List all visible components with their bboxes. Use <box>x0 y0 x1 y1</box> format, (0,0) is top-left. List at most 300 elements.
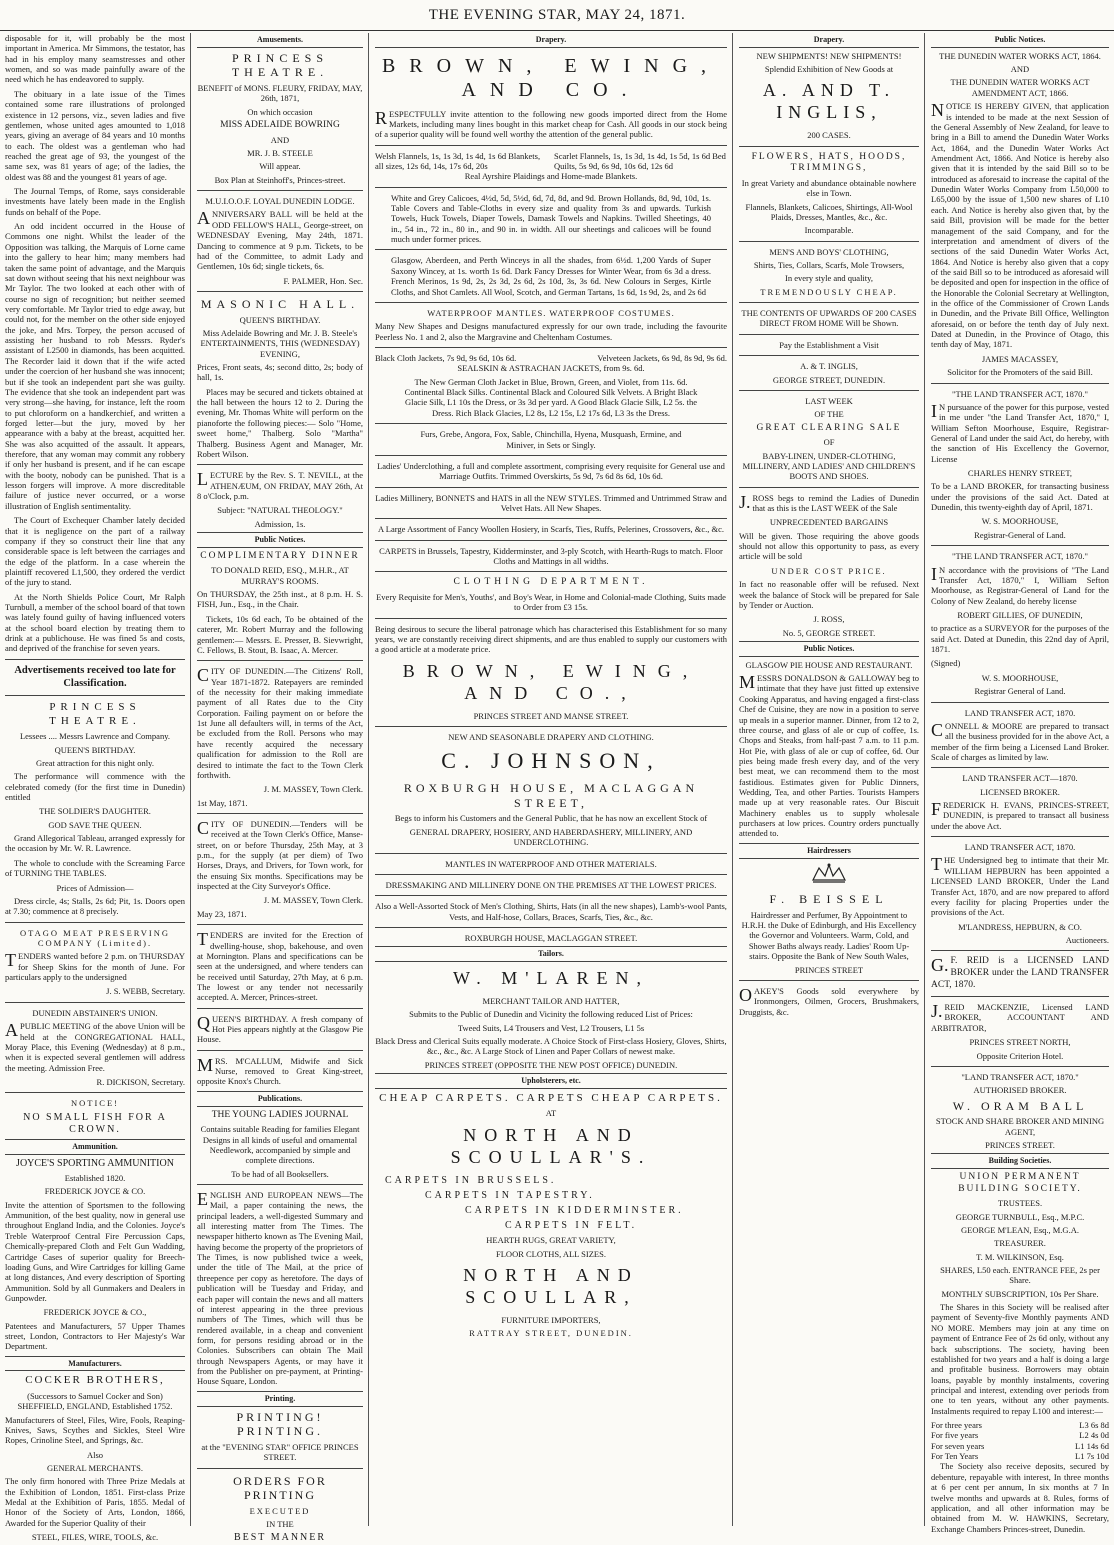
divider <box>375 347 727 348</box>
masonic-title: MASONIC HALL. <box>200 296 360 311</box>
tenders-ad: TENDERS wanted before 2 p.m. on THURSDAY for Sheep Skins for the month of June. For particulars apply to the undersigned <box>5 950 185 983</box>
ad-line: DRESSMAKING AND MILLINERY DONE ON THE PREMISES AT THE LOWEST PRICES. <box>385 879 717 890</box>
ad-line: Incomparable. <box>804 225 854 236</box>
section-heading: Drapery. <box>375 33 727 48</box>
ad-body: Tickets, 10s 6d each, To be obtained of the caterer, Mr. Robert Murray and the following gentlemen:— Messrs. E. Presser, B. Sievwright, C. Fellows, B. Stout, B. Isaac, A. Mercer. <box>197 613 363 655</box>
ad-line: GEORGE STREET, DUNEDIN. <box>772 374 886 385</box>
ad-line: OF <box>823 437 835 448</box>
divider <box>5 922 185 923</box>
price-list-right: Scarlet Flannels, 1s, 1s 3d, 1s 4d, 1s 5d, 1s 6d Bed Quilts, 5s 9d, 6s 9d, 10s 6d, 12s 6d <box>554 150 726 171</box>
divider <box>5 1092 185 1093</box>
ad-body: Will be given. Those requiring the above goods should not allow this opportunity to pass, as every article will be sold <box>739 530 919 562</box>
section-heading: Building Societies. <box>931 1153 1109 1169</box>
ad-line: ROBERT GILLIES, OF DUNEDIN, <box>957 610 1083 620</box>
ad-line: TREMENDOUSLY CHEAP. <box>760 286 898 297</box>
ad-body: to practice as a SURVEYOR for the purposes of the said Act. Dated at Dunedin, this 22nd day of April, 1871. <box>931 623 1109 655</box>
divider <box>931 1066 1109 1067</box>
ns-title: NORTH AND SCOULLAR, <box>463 1265 639 1308</box>
ad-body: Ladies' Underclothing, a full and complete assortment, comprising every requisite for General use and Marriage Outfits. Trimmed Overskirts, 5s 9d, 7s 6d 8s 6d, 10s 6d. <box>377 460 725 482</box>
johnson-address: ROXBURGH HOUSE, MACLAGGAN STREET, <box>403 781 699 810</box>
divider <box>197 291 363 292</box>
price-list <box>375 151 727 172</box>
ad-line: EXECUTED <box>249 1505 311 1516</box>
divider <box>931 383 1109 384</box>
ad-line: THE DUNEDIN WATER WORKS ACT, 1864. <box>939 50 1101 61</box>
ad-line: UNPRECEDENTED BARGAINS <box>769 517 889 528</box>
ad-line: FLOOR CLOTHS, ALL SIZES. <box>496 1248 606 1259</box>
ad-line: T. M. WILKINSON, Esq. <box>976 1251 1064 1262</box>
ad-line: Splendid Exhibition of New Goods at <box>764 64 894 75</box>
section-heading: Printing. <box>197 1391 363 1407</box>
ad-body: Prices, Front seats, 4s; second ditto, 2s; body of hall, 1s. <box>197 362 363 383</box>
ad-body: In fact no reasonable offer will be refused. Next week the balance of Stock will be prepared for Sale by Tender or Auction. <box>739 579 919 610</box>
divider <box>375 571 727 572</box>
divider <box>375 423 727 424</box>
column-rule <box>368 33 369 1526</box>
ad-line: CHARLES HENRY STREET, <box>967 468 1073 479</box>
divider <box>931 836 1109 837</box>
ad-line: PRINCES STREET AND MANSE STREET. <box>473 710 629 721</box>
ad-line: Registrar-General of Land. <box>974 529 1066 540</box>
otago-heading: OTAGO MEAT PRESERVING COMPANY (Limited). <box>19 927 171 948</box>
column-2 <box>194 33 366 1544</box>
ad-line: LAND TRANSFER ACT—1870. <box>962 773 1078 784</box>
table-cell: For seven years <box>931 1440 985 1451</box>
princess-title: PRINCESS THEATRE. <box>49 701 141 727</box>
section-heading: Drapery. <box>739 33 919 48</box>
johnson-title: C. JOHNSON, <box>441 748 661 774</box>
ad-line: "THE LAND TRANSFER ACT, 1870." <box>951 551 1089 562</box>
ad-line: Pay the Establishment a Visit <box>779 339 879 350</box>
divider <box>375 895 727 896</box>
section-heading: Hairdressers <box>739 843 919 859</box>
divider <box>197 1184 363 1185</box>
table-cell: For Ten Years <box>931 1451 979 1462</box>
divider <box>739 302 919 303</box>
ad-line: (Signed) <box>931 658 961 669</box>
ad-line: BEST MANNER <box>233 1532 327 1544</box>
ad-line: Will appear. <box>259 161 301 172</box>
divider <box>197 924 363 925</box>
masthead: THE EVENING STAR, MAY 24, 1871. <box>0 0 1114 31</box>
ad-line: NEW AND SEASONABLE DRAPERY AND CLOTHING. <box>448 732 654 743</box>
clothing-heading: CLOTHING DEPARTMENT. <box>453 577 649 588</box>
section-heading: Upholsterers, etc. <box>375 1073 727 1089</box>
ad-body: On THURSDAY, the 25th inst., at 8 p.m. H. S. FISH, Jun., Esq., in the Chair. <box>197 589 363 610</box>
section-heading: Public Notices. <box>197 532 363 548</box>
ad-body: Being desirous to secure the liberal patronage which has characterised this Establishment for so many years, we are constantly receiving direct shipments, and are thus enabled to supply our customers with a good article at a moderate price. <box>375 623 727 655</box>
divider <box>739 487 919 488</box>
divider <box>931 996 1109 997</box>
divider <box>197 813 363 814</box>
ad-body: The whole to conclude with the Screaming Farce of TURNING THE TABLES. <box>5 857 185 879</box>
divider <box>375 518 727 519</box>
ad-body: CONNELL & MOORE are prepared to transact all the business provided for in the above Act, a member of the firm being a Licensed Land Broker. Scale of charges as limited by law. <box>931 719 1109 762</box>
section-heading: Public Notices. <box>931 33 1109 48</box>
ad-line: "LAND TRANSFER ACT, 1870." <box>961 1071 1079 1082</box>
cocker-title: COCKER BROTHERS, <box>25 1374 165 1387</box>
ad-body: The Society also receive deposits, secured by debenture, repayable with interest, In three months at 6 per cent per annum, In six months at 7 In twelve months and upwards at 8. Rules, forms of application, and all other information may be obtained from M. W. HAWKINS, Secretary, Exchange Chambers Princes-street, Dunedin. <box>931 1461 1109 1534</box>
column-4 <box>736 33 922 1526</box>
ad-line: Miss Adelaide Bowring and Mr. J. B. Steele's ENTERTAINMENTS, THIS (WEDNESDAY) EVENING, <box>200 327 360 359</box>
news-paragraph: The obituary in a late issue of the Times contained some rare illustrations of prolonged existence in 12 persons, viz., seven ladies and five gentlemen, whose united ages amounted to 1,018 years, giving an average of 84 years and 10 months to each. The oldest was a gentleman who had reached the great age of 93, the youngest of the same sex, was 81 years of age; of the ladies, the oldest was 88 and the youngest 81 years of age. <box>5 88 185 182</box>
ad-line: ROXBURGH HOUSE, MACLAGGAN STREET. <box>464 932 638 943</box>
table-cell: L2 4s 0d <box>1079 1430 1109 1441</box>
divider <box>375 187 727 188</box>
ad-body: A Large Assortment of Fancy Woollen Hosiery, in Scarfs, Ties, Ruffs, Pelerines, Crossovers, &c., &c. <box>377 524 725 535</box>
ad-body: Submits to the Public of Dunedin and Vicinity the following reduced List of Prices: <box>409 1009 693 1020</box>
ad-body: Ladies Millinery, BONNETS and HATS in all the NEW STYLES. Trimmed and Untrimmed Straw and Velvet Hats. All New Shapes. <box>375 492 727 513</box>
notice-heading: NOTICE! <box>71 1098 119 1109</box>
ad-line: "THE LAND TRANSFER ACT, 1870." <box>951 388 1089 399</box>
lecture-ad: LECTURE by the Rev. S. T. NEVILL, at the ATHENÆUM, ON FRIDAY, MAY 26th, At 8 o'Clock, p.m. <box>197 469 363 501</box>
ad-line: On which occasion <box>247 106 313 117</box>
ad-body: Black Dress and Clerical Suits equally moderate. A Choice Stock of First-class Hosiery, Gloves, Shirts, &c., &c., &c. A Large Stock of Linen and Paper Collars of newest make. <box>375 1036 727 1057</box>
midwife-ad: MRS. M'CALLUM, Midwife and Sick Nurse, removed to Great King-street, opposite Knox's Church. <box>197 1054 363 1087</box>
ad-line: TREASURER. <box>994 1238 1046 1249</box>
ad-line: MERCHANT TAILOR AND HATTER, <box>482 996 620 1007</box>
ad-line: GLASGOW PIE HOUSE AND RESTAURANT. <box>745 659 913 670</box>
ad-body: THE CONTENTS OF UPWARDS OF 200 CASES DIRECT FROM HOME Will be Shown. <box>741 308 917 329</box>
ad-body: White and Grey Calicoes, 4½d, 5d, 5½d, 6d, 7d, 8d, and 9d. Brown Hollands, 8d, 9d, 10d, 1s. Table Covers and Table-Cloths in every size and quality from 3s and upwards. Turkish Towels, Huck Towels, Diaper Towels, Damask Towels and Napkins. Twilled Sheetings, 40 in., 54 in., 72 in., 80 in., and 90 in. in width. All our sheetings and calicoes will be found much under former prices. <box>391 192 711 245</box>
ad-body: To be a LAND BROKER, for transacting business under the provisions of the said Act. Dated at Dunedin, this twenty-eighth day of April, 1871. <box>931 481 1109 513</box>
ad-line: LAND TRANSFER ACT, 1870. <box>964 707 1076 718</box>
divider <box>375 145 727 146</box>
ad-body: The Shares in this Society will be realised after payment of Seventy-five Monthly payments AND NO MORE. Members may join at any time on payment of Entrance Fee of 2s 6d only, without any back subscriptions. The society, having been established for two years and a half is doing a large and profitable business. Borrowers may obtain loans, payable by monthly instalments, covering principal and interest, extending over periods from one to ten years, without any other payments. Instalments required to repay L100 and interest:— <box>931 1302 1109 1416</box>
ad-body: Patentees and Manufacturers, 57 Upper Thames street, London, Contractors to Her Majesty's War Department. <box>5 1320 185 1352</box>
ad-line: FREDERICK JOYCE & CO. <box>44 1186 146 1197</box>
ad-line: FREDERICK JOYCE & CO., <box>43 1307 147 1318</box>
ad-body: Contains suitable Reading for families Elegant Designs in all kinds of useful and ornamental Needlework, accompanied by simple and complete directions. <box>200 1124 360 1166</box>
ad-line: at the "EVENING STAR" OFFICE PRINCES STREET. <box>201 1441 359 1463</box>
ad-line: MEN'S AND BOYS' CLOTHING, <box>769 246 889 257</box>
ad-body: G.F. REID is a LICENSED LAND BROKER under the LAND TRANSFER ACT, 1870. <box>931 955 1109 990</box>
section-heading: Ammunition. <box>5 1139 185 1155</box>
mclaren-title: W. M'LAREN, <box>452 968 650 989</box>
ad-body: Many New Shapes and Designs manufactured expressly for our own trade, including the favourite Peerless No. 1 and 2, also the Margravine and Cheltenham Costumes. <box>375 321 727 342</box>
section-heading: Manufacturers. <box>5 1356 185 1372</box>
ad-body: NOTICE IS HEREBY GIVEN, that application is intended to be made at the next Session of the General Assembly of New Zealand, for leave to bring in a Bill to amend the Dunedin Water Works Act, 1864, and the Dunedin Water Works Act Amendment Act, 1866. And Notice is hereby also given that it is intended by the said Bill so to be introduced as aforesaid to increase the capital of the Dunedin Water Works Company from L50,000 to L65,000 by the issue of 1,500 new shares of L10 each. And Notice is hereby also given that, by the said Bill, provision will be made for the better management of the said Company, and for the interpretation and amendment of divers of the sections of the said Dunedin Water Works Act, 1864. And Notice is hereby also given that a copy of the said Bill so to be introduced as aforesaid will be deposited and open for inspection in the office of the Honorable the Colonial Secretary at Wellington, in the office of the Commissioner of Crown Lands in Dunedin, and the Private Bill Office, Wellington aforesaid, on or before the tenth day of July next. Dated at Dunedin, in the Province of Otago, this tenth day of May, 1871. <box>931 100 1109 350</box>
divider <box>197 464 363 465</box>
ad-line: GEORGE M'LEAN, Esq., M.G.A. <box>961 1224 1079 1235</box>
lodge-heading: M.U.I.O.O.F. LOYAL DUNEDIN LODGE. <box>205 196 355 207</box>
ad-line: Solicitor for the Promoters of the said Bill. <box>947 367 1093 378</box>
news-paragraph: An odd incident occurred in the House of Commons one night. Whilst the leader of the Opposition was talking, the Marquis of Lorne came into the gallery to hear him; many members had taken the same point of advantage, and the Marquis sat down without seeing that his next neighbour was Mr Taylor. The two looked at each other with of course no sign of recognition; but neither seemed very comfortable. Mr Taylor tried to edge away, but could not, for the member on the other side enjoyed the joke, and Mrs. Torpey, the person accused of assisting her husband to rob Messrs. Ryder's assistant of L2500 in diamonds, has been acquitted. The Recorder laid it down that if the wife acted under the coercion of her husband she was innocent; but if she took an independent part she was guilty. The evidence that she took an independent part was very strong—she having, for instance, left the room to put chloroform on a handkerchief, and written a forged letter—but the jury, moved by her appearance with a baby at the breast, acquitted her. She was also acquitted of the assault. It appears, therefore, that any woman may commit any robbery if only her husband is present, and if he can escape with the booty, nobody can be punished. That is a lesson forgers will improve. A more discreditable failure of justice never occurred, or a worse illustration of English sentimentality. <box>5 221 185 511</box>
table-cell: L1 14s 6d <box>1075 1440 1109 1451</box>
ad-line: UNDER COST PRICE. <box>771 565 887 576</box>
play-title: THE SOLDIER'S DAUGHTER. <box>39 806 151 817</box>
pie-ad: QUEEN'S BIRTHDAY. A fresh company of Hot Pies appears nightly at the Glasgow Pie House. <box>197 1012 363 1045</box>
ad-line: BENEFIT of MONS. FLEURY, FRIDAY, MAY, 26th, 1871, <box>197 83 363 104</box>
news-paragraph: The Court of Exchequer Chamber lately decided that it is negligence on the part of a railway company if they so construct their line that any considerable space is left between the carriages and the edge of the platform. In a case wherein the plaintiff recovered L1,500, they ordered the verdict of the jury to stand. <box>5 515 185 588</box>
divider <box>931 545 1109 546</box>
orders-title: ORDERS FOR PRINTING <box>233 1473 327 1503</box>
printing-title: PRINTING! PRINTING. <box>236 1409 324 1439</box>
inglis-title: A. AND T. INGLIS, <box>762 80 896 123</box>
ad-line: AND <box>270 134 290 145</box>
ad-body: Places may be secured and tickets obtained at the hall between the hours 12 to 2. During the evening, Mr. Thomas White will perform on the pianoforte the following pieces:— Solo "Home, sweet home," Thalberg. Solo "Martha" Thalberg. Business Agent and Manager, Mr. Robert Wilson. <box>197 386 363 459</box>
signature: R. DICKISON, Secretary. <box>96 1076 185 1087</box>
signature: F. PALMER, Hon. Sec. <box>283 275 363 286</box>
abstainer-ad: APUBLIC MEETING of the above Union will be held at the CONGREGATIONAL HALL, Moray Place, this Evening (Wednesday) at 8 p.m., when it is expected several gentlemen will address the meeting. Admission Free. <box>5 1020 185 1073</box>
ad-line: STOCK AND SHARE BROKER AND MINING AGENT, <box>935 1116 1105 1137</box>
divider <box>375 455 727 456</box>
ad-body: The only firm honored with Three Prize Medals at the Exhibition of London, 1851. First-class Prize Medal at the Exhibition of Paris, 1855. Medal of Honor of the Society of Arts, London, 1866, Awarded for the Superior Quality of their <box>5 1476 185 1528</box>
princess-title: PRINCESS THEATRE. <box>231 50 329 80</box>
ad-line: GREAT CLEARING SALE <box>756 422 902 433</box>
divider <box>931 702 1109 703</box>
ad-body: IN accordance with the provisions of "The Land Transfer Act, 1870," I, William Sefton Moorhouse, as Registrar-General of Land for the Colony of New Zealand, do hereby license <box>931 563 1109 606</box>
ad-body: J.ROSS begs to remind the Ladies of Dunedin that as this is the LAST WEEK of the Sale <box>739 491 919 514</box>
dinner-title: COMPLIMENTARY DINNER <box>200 550 360 561</box>
signature: J. M. MASSEY, Town Clerk. <box>263 895 363 906</box>
price-list-left: Welsh Flannels, 1s, 1s 3d, 1s 4d, 1s 6d Blankets, all sizes, 12s 6d, 14s, 17s 6d, 20s <box>375 150 541 171</box>
ad-body: Flannels, Blankets, Calicoes, Shirtings, All-Wool Plaids, Dresses, Mantles, &c., &c. <box>745 201 913 222</box>
royal-crest-icon <box>809 862 849 884</box>
divider <box>739 390 919 391</box>
ad-line: 200 CASES. <box>807 130 851 141</box>
city-notice: CITY OF DUNEDIN.—The Citizens' Roll, Year 1871-1872. Ratepayers are reminded of the necessity for their making immediate payment of all Rates due to the City Corporation. Failing payment on or before the 1st June all defaulters will, in terms of the Act, be excluded from the Roll. Persons who may have recently acquired the necessary qualification for admission to the Roll are desired to intimate the fact to the Town Clerk forthwith. <box>197 665 363 780</box>
price-list-right: Velveteen Jackets, 6s 9d, 8s 9d, 9s 6d. <box>597 353 727 363</box>
column-rule <box>190 33 191 1526</box>
divider <box>375 540 727 541</box>
ad-line: Prices of Admission— <box>56 882 134 893</box>
ad-line: Registrar General of Land. <box>974 686 1066 697</box>
ad-line: AT <box>545 1108 557 1119</box>
ad-line: THE DUNEDIN WATER WORKS ACT AMENDMENT ACT, 1866. <box>950 77 1090 98</box>
ad-body: CARPETS in Brussels, Tapestry, Kidderminster, and 3-ply Scotch, with Hearth-Rugs to match. Floor Cloths and Mattings in all widths. <box>379 545 723 567</box>
ad-line: PRINCES STREET <box>794 964 864 975</box>
ad-line: Subject: "NATURAL THEOLOGY." <box>217 505 343 516</box>
divider <box>5 695 185 696</box>
table-row <box>931 1451 1109 1461</box>
abstainer-heading: DUNEDIN ABSTAINER'S UNION. <box>32 1007 158 1018</box>
ns-title: NORTH AND SCOULLAR'S. <box>450 1124 652 1167</box>
tenders-ad: TENDERS are invited for the Erection of dwelling-house, shop, bakehouse, and oven at Mornington. Plans and specifications can be seen at the undersigned, and where tenders can be received until Saturday, 27th May, at 6 p.m. The lowest or any tender not necessarily accepted. A. Mercer, Princes-street. <box>197 929 363 1003</box>
table-cell: For three years <box>931 1420 982 1431</box>
ad-body: The performance will commence with the celebrated comedy (for the first time in Dunedin) entitled <box>5 771 185 803</box>
notice-body: NO SMALL FISH FOR A CROWN. <box>23 1111 167 1135</box>
divider <box>197 1050 363 1051</box>
signature: J. M. MASSEY, Town Clerk. <box>263 784 363 795</box>
ad-line: To be had of all Booksellers. <box>231 1168 329 1179</box>
repay-table <box>931 1420 1109 1461</box>
ad-line: Also <box>86 1449 104 1460</box>
ad-line: STEEL, FILES, WIRE, TOOLS, &c. <box>31 1532 159 1543</box>
ad-body: RESPECTFULLY invite attention to the following new goods imported direct from the Home Markets, including many lines bought in this market cheap for Cash. All goods in our stock being of a superior quality will be found well worthy the attention of the general public. <box>375 107 727 140</box>
divider <box>375 487 727 488</box>
ad-line: QUEEN'S BIRTHDAY. <box>54 744 136 755</box>
ad-body: Manufacturers of Steel, Files, Wire, Fools, Reaping-Knives, Saws, Scythes and Sickles, Steel Wire Ropes, Crinoline Steel, and Springs, &c. <box>5 1414 185 1446</box>
divider <box>739 980 919 981</box>
divider <box>739 355 919 356</box>
ad-line: MANTLES IN WATERPROOF AND OTHER MATERIALS. <box>445 858 657 869</box>
ad-line: OF THE <box>814 409 844 420</box>
carpets-heading: CHEAP CARPETS. CARPETS CHEAP CARPETS. <box>379 1091 723 1104</box>
signature: W. S. MOORHOUSE, <box>981 672 1059 683</box>
divider <box>375 874 727 875</box>
ad-body: Hairdresser and Perfumer, By Appointment to H.R.H. the Duke of Edinburgh, and His Excellency the Governor and Volunteers. Warm, Cold, and Shower Baths always ready. Ladies' Room Up-stairs. Opposite the Bank of New South Wales, <box>741 909 917 962</box>
divider <box>375 726 727 727</box>
ad-body: Glasgow, Aberdeen, and Perth Winceys in all the shades, from 6½d. 1,200 Yards of Super Saxony Wincey, at 1s. worth 1s 6d. Dark Fancy Dresses for Winter Wear, from 6s 3d a dress. French Merinos, 1s 9d, 2s, 2s 3d, 2s 6d, 2s 10d, 3s, 3s 6d. New Colours in Serges, Kirtle Cloths, and Shot Camlets. All Wool, Scotch, and German Tartans, 1s 6d, 1s 9d, 2s, and 2s 6d <box>391 255 711 297</box>
divider <box>375 853 727 854</box>
price-list <box>375 353 727 363</box>
ad-line: MR. J. B. STEELE <box>247 148 313 159</box>
ad-body: OAKEY'S Goods sold everywhere by Ironmongers, Oilmen, Grocers, Brushmakers, Druggists, &c. <box>739 984 919 1017</box>
ad-line: A. & T. INGLIS, <box>800 361 858 372</box>
ad-line: MONTHLY SUBSCRIPTION, 10s Per Share. <box>941 1288 1099 1299</box>
ad-line: (Successors to Samuel Cocker and Son) SHEFFIELD, ENGLAND, Established 1752. <box>17 1390 173 1412</box>
divider <box>197 190 363 191</box>
lessees: Lessees .... Messrs Lawrence and Company. <box>19 731 171 742</box>
ad-line: UNION PERMANENT BUILDING SOCIETY. <box>958 1172 1082 1194</box>
ad-line: LICENSED BROKER. <box>980 786 1060 797</box>
ad-line: PRINCES STREET NORTH, <box>969 1037 1071 1048</box>
oram-title: W. ORAM BALL <box>952 1098 1088 1113</box>
divider <box>375 302 727 303</box>
ad-line: PRINCES STREET (OPPOSITE THE NEW POST OFFICE) DUNEDIN. <box>424 1059 678 1070</box>
divider <box>375 618 727 619</box>
ad-line: TO DONALD REID, ESQ., M.H.R., AT MURRAY'S ROOMS. <box>211 565 349 586</box>
ad-body: FREDERICK H. EVANS, PRINCES-STREET, DUNEDIN, is prepared to transact all business under the above Act. <box>931 799 1109 831</box>
column-3 <box>372 33 730 1526</box>
late-ads-heading: Advertisements received too late for Classification. <box>14 664 176 689</box>
ad-line: Opposite Criterion Hotel. <box>976 1050 1064 1061</box>
ad-body: The New German Cloth Jacket in Blue, Brown, Green, and Violet, from 11s. 6d. Continental Black Silks. Continental Black and Coloured Silk Velvets. A Bright Black Glacie Silk, L1 10s the Dress, or 3s 3d per yard. A Good Black Glacie Silk, L2 5s. the Dress. Rich Black Glacies, L2 8s, L2 15s, L2 17s 6d, L3 3s the Dress. <box>404 376 698 418</box>
news-paragraph: At the North Shields Police Court, Mr Ralph Turnbull, a member of the school board of that town was lately found guilty of having influenced voters at the school board election by treating them to drink at a publichouse. He was fined 5s and costs, and deprived of the franchise for seven years. <box>5 591 185 654</box>
ad-line: RATTRAY STREET, DUNEDIN. <box>469 1328 633 1339</box>
divider <box>739 334 919 335</box>
section-heading: Public Notices. <box>739 641 919 657</box>
ad-line: Established 1820. <box>64 1172 126 1183</box>
ad-line: IN THE <box>266 1519 294 1530</box>
price-list-left: Black Cloth Jackets, 7s 9d, 9s 6d, 10s 6d. <box>375 353 517 363</box>
ad-line: MISS ADELAIDE BOWRING <box>220 120 340 131</box>
joyce-title: JOYCE'S SPORTING AMMUNITION <box>16 1157 174 1169</box>
ad-line: Furs, Grebe, Angora, Fox, Sable, Chinchilla, Hyena, Musquash, Ermine, and Miniver, in Sets or Singly. <box>420 429 682 450</box>
ad-line: NEW SHIPMENTS! NEW SHIPMENTS! <box>756 50 902 61</box>
ad-line: LAST WEEK <box>805 395 853 406</box>
section-heading: Publications. <box>197 1091 363 1107</box>
royal-crest-icon <box>739 862 919 890</box>
section-heading: Tailors. <box>375 946 727 962</box>
ad-line: GOD SAVE THE QUEEN. <box>48 819 142 830</box>
ad-line: No. 5, GEORGE STREET. <box>782 627 876 638</box>
column-rule <box>732 33 733 1526</box>
table-cell: L3 6s 8d <box>1079 1420 1109 1431</box>
ad-line: HEARTH RUGS, GREAT VARIETY, <box>486 1235 616 1246</box>
ad-line: GENERAL DRAPERY, HOSIERY, AND HABERDASHERY, MILLINERY, AND UNDERCLOTHING. <box>409 826 693 848</box>
ad-line: FLOWERS, HATS, HOODS, TRIMMINGS, <box>751 151 907 174</box>
ad-line: In every style and quality, <box>785 273 873 284</box>
ad-line: GEORGE TURNBULL, Esq., M.P.C. <box>955 1211 1085 1222</box>
signature: W. S. MOORHOUSE, <box>981 516 1059 527</box>
ad-line: Box Plan at Steinhoff's, Princes-street. <box>214 174 346 185</box>
ad-line: LAND TRANSFER ACT, 1870. <box>964 842 1076 853</box>
carpets-item: CARPETS IN KIDDERMINSTER. <box>465 1205 684 1216</box>
ad-body: Invite the attention of Sportsmen to the following Ammunition, of the best quality, now in general use throughout England India, and the Colonies. Joyce's Treble Waterproof Central Fire Percussion Caps, Chemically-prepared Cloth and Felt Gun Wadding, Cartridge Cases of superior quality for Breech-loading Guns, and Wire Cartridges for killing Game at long distances, And every description of Sporting Ammunition. Sold by all Gunmakers and Dealers in Gunpowder. <box>5 1199 185 1303</box>
column-1 <box>2 33 188 1543</box>
ad-body: Begs to inform his Customers and the General Public, that he has now an excellent Stock of <box>394 813 708 824</box>
ad-line: WATERPROOF MANTLES. WATERPROOF COSTUMES. <box>427 307 675 318</box>
divider <box>375 927 727 928</box>
ad-line: Great attraction for this night only. <box>36 757 154 768</box>
signature: M'LANDRESS, HEPBURN, & CO. <box>958 921 1082 932</box>
journal-title: THE YOUNG LADIES JOURNAL <box>211 1109 349 1120</box>
column-rule <box>924 33 925 1526</box>
news-paragraph: disposable for it, will probably be the most important in America. Mr Simmons, the testator, has had in his employ many seamstresses and other women, and so was made painfully aware of the need which he has endeavored to supply. <box>5 33 185 85</box>
table-row <box>931 1441 1109 1451</box>
table-cell: L1 7s 10d <box>1075 1451 1109 1462</box>
ad-line: SHARES, L50 each. ENTRANCE FEE, 2s per Share. <box>940 1265 1100 1286</box>
carpets-item: CARPETS IN FELT. <box>505 1220 638 1232</box>
divider <box>931 950 1109 951</box>
ad-line: AUTHORISED BROKER. <box>973 1085 1067 1096</box>
divider <box>931 767 1109 768</box>
ad-body: THE Undersigned beg to intimate that their Mr. WILLIAM HEPBURN has been appointed a LICENSED LAND BROKER, Under the Land Transfer Act, 1870, and are now prepared to afford every facility for placing Properties under the provisions of the Act. <box>931 854 1109 918</box>
divider <box>5 659 185 660</box>
ad-line: J. ROSS, <box>813 614 845 625</box>
signature: JAMES MACASSEY, <box>981 353 1059 364</box>
divider <box>375 249 727 250</box>
ad-body: Grand Allegorical Tableau, arranged expressly for the occasion by Mr. W. R. Lawrence. <box>5 833 185 854</box>
divider <box>5 1002 185 1003</box>
firm-title: BROWN, EWING, AND CO. <box>381 54 721 102</box>
ad-line: SEALSKIN & ASTRACHAN JACKETS, from 9s. 6d. <box>457 363 645 374</box>
divider <box>739 146 919 147</box>
ad-line: Auctioneers. <box>1065 934 1109 945</box>
ad-body: IN pursuance of the power for this purpose, vested in me under "the Land Transfer Act, 1870," I, William Sefton Moorhouse, Esquire, Registrar-General of Land under the said Act, do hereby, with the sanction of His Excellency the Governor, License <box>931 400 1109 464</box>
ad-body: MESSRS DONALDSON & GALLOWAY beg to intimate that they have just fitted up extensive Cooking Apparatus, and having engaged a first-class Chef de Cuisine, they are now in a position to serve up meals in a superior manner. Dinner, from 12 to 2, three course, and glass of ale or cup of coffee, 1s. Chops and Steaks, from half-past 7 a.m. to 11 p.m. Hot Pie, with glass of ale or cup of coffee, 6d. Our pies being made fresh every day, and of the very best meat, we can recommend them to the most fastidious. Estimates given for Public Dinners, Wedding, Tea, and other Parties. Tourists Hampers made up at very reasonable rates. Our Biscuit Machinery enables us to supply wholesale purchasers at low prices. Country orders punctually attended to. <box>739 672 919 839</box>
ad-line: Admission, 1s. <box>254 518 306 529</box>
ad-line: Shirts, Ties, Collars, Scarfs, Mole Trowsers, <box>753 260 905 271</box>
table-row <box>931 1420 1109 1430</box>
ad-body: Dress circle, 4s; Stalls, 2s 6d; Pit, 1s. Doors open at 7.30; commence at 8 precisely. <box>5 895 185 917</box>
divider <box>197 1468 363 1469</box>
date-line: 1st May, 1871. <box>197 797 248 808</box>
firm-title: BROWN, EWING, AND CO., <box>402 660 700 703</box>
divider <box>739 241 919 242</box>
section-heading: Amusements. <box>197 33 363 48</box>
ad-body: ANNIVERSARY BALL will be held at the ODD FELLOW'S HALL, George-street, on WEDNESDAY Evening, May 24th, 1871. Dancing to commence at 9 p.m. Tickets, to be had of the Committee, to admit Lady and Gentlemen, 10s 6d; single tickets, 6s. <box>197 208 363 272</box>
carpets-item: CARPETS IN BRUSSELS. <box>385 1174 557 1186</box>
ad-line: QUEEN'S BIRTHDAY. <box>239 314 321 325</box>
ad-body: In great Variety and abundance obtainable nowhere else in Town. <box>741 177 917 199</box>
city-notice: CITY OF DUNEDIN.—Tenders will be received at the Town Clerk's Office, Manse-street, on or before Thursday, 25th May, at 3 p.m., for the supply (at per diem) of Two Horses, Drays, and Drivers, for Town work, for the ensuing Six months. Specifications may be inspected at the City Surveyor's Office. <box>197 817 363 892</box>
table-row <box>931 1430 1109 1440</box>
divider <box>197 660 363 661</box>
table-cell: For five years <box>931 1430 979 1441</box>
ad-body: Also a Well-Assorted Stock of Men's Clothing, Shirts, Hats (in all the new shapes), Lamb's-wool Pants, Vests, and Half-hose, Collars, Braces, Scarfs, Ties, &c., &c. <box>375 901 727 922</box>
ad-body: J.REID MACKENZIE, Licensed LAND BROKER, ACCOUNTANT AND ARBITRATOR, <box>931 1001 1109 1033</box>
ad-line: PRINCES STREET. <box>985 1139 1055 1150</box>
news-paragraph: The Journal Temps, of Rome, says considerable investments have lately been made in the English funds on behalf of the Pope. <box>5 186 185 217</box>
carpets-item: CARPETS IN TAPESTRY. <box>425 1189 595 1201</box>
ad-line: TRUSTEES. <box>997 1198 1043 1209</box>
ad-line: AND <box>1010 64 1030 75</box>
ad-line: FURNITURE IMPORTERS, <box>501 1315 601 1325</box>
divider <box>197 1008 363 1009</box>
column-5 <box>928 33 1112 1534</box>
ad-line: Real Ayrshire Plaidings and Home-made Blankets. <box>464 171 638 182</box>
beissel-title: F. BEISSEL <box>769 892 889 907</box>
ad-line: Tweed Suits, L4 Trousers and Vest, L2 Trousers, L1 5s <box>457 1022 645 1033</box>
signature: J. S. WEBB, Secretary. <box>106 986 185 997</box>
ad-body: Every Requisite for Men's, Youths', and Boy's Wear, in Home and Colonial-made Clothing, Suits made to Order from £3 15s. <box>376 591 726 613</box>
ad-line: GENERAL MERCHANTS. <box>46 1463 144 1474</box>
date-line: May 23, 1871. <box>197 908 247 919</box>
ad-body: BABY-LINEN, UNDER-CLOTHING, MILLINERY, AND LADIES' AND CHILDREN'S BOOTS AND SHOES. <box>742 450 916 482</box>
